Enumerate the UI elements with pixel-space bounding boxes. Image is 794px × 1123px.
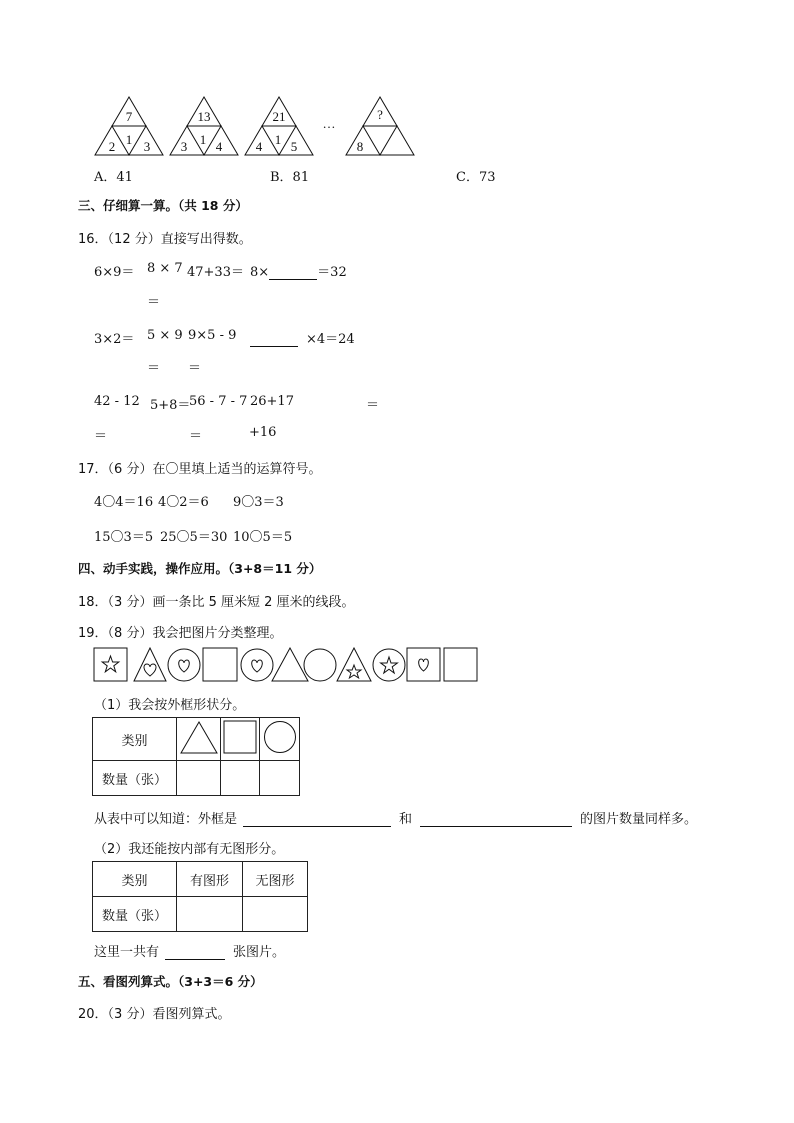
- q16-r1-d-prefix: 8×: [250, 265, 270, 280]
- answer-blank[interactable]: [165, 945, 225, 960]
- section-3-heading: 三、仔细算一算。（共 18 分）: [78, 198, 248, 213]
- triangle-right-number: 4: [215, 139, 223, 154]
- table1-square-count[interactable]: [221, 761, 260, 796]
- conclusion-and: 和: [399, 812, 413, 827]
- q19-total: [94, 941, 285, 960]
- q17-r2-b: 25〇5＝30: [160, 530, 228, 545]
- q16-r2-d-suffix: ×4＝24: [306, 332, 355, 347]
- triangle-icon: [180, 720, 218, 754]
- table1-triangle-count[interactable]: [177, 761, 221, 796]
- circle-with-heart: [168, 649, 200, 681]
- table1-circle-count[interactable]: [260, 761, 300, 796]
- option-c: C．73: [456, 170, 496, 185]
- section-5-heading: 五、看图列算式。（3+3＝6 分）: [78, 974, 263, 989]
- conclusion-prefix: 从表中可以知道：外框是: [94, 812, 238, 827]
- q16-r1b-eq: ＝: [147, 295, 161, 310]
- table1-square-header: [221, 718, 260, 761]
- q19-sub2: （2）我还能按内部有无图形分。: [94, 842, 285, 857]
- triangle-center-number: 1: [199, 132, 207, 147]
- q16-r2-a: 3×2＝: [94, 332, 135, 347]
- conclusion-suffix: 的图片数量同样多。: [580, 812, 698, 827]
- circle-icon: [263, 720, 297, 754]
- triangle-top-number: 13: [197, 109, 211, 124]
- q19-sub1: （1）我会按外框形状分。: [94, 698, 246, 713]
- empty-triangle: [272, 648, 308, 681]
- q16-r3b-tail: +16: [249, 425, 277, 440]
- inner-figure-table: [92, 861, 308, 932]
- empty-square: [444, 648, 477, 681]
- q20-title: 20．（3 分）看图列算式。: [78, 1007, 231, 1022]
- q16-r3-b: 5+8＝: [150, 398, 191, 413]
- option-a: A．41: [94, 170, 133, 185]
- picture-strip: [93, 647, 481, 683]
- table2-category-label: 类别: [93, 862, 177, 897]
- q16-r3-c: 56 - 7 - 7: [189, 394, 248, 409]
- triangle-puzzle: [90, 92, 430, 162]
- q16-r1-d: [250, 261, 347, 280]
- q16-r3b-eq2: ＝: [189, 429, 203, 444]
- q17-r1-a: 4〇4＝16: [94, 495, 154, 510]
- triangle-left-number: 8: [356, 139, 364, 154]
- q16-r2-d: [250, 328, 355, 347]
- q16-r2-b: 5 × 9: [147, 328, 183, 343]
- triangle-top-number: 7: [125, 109, 133, 124]
- number-triangle: [170, 97, 238, 155]
- q16-r1-a: 6×9＝: [94, 265, 135, 280]
- q16-r3-d: 26+17: [250, 394, 294, 409]
- ellipsis: …: [322, 116, 336, 131]
- circle-with-star: [373, 649, 405, 681]
- q17-r1-c: 9〇3＝3: [233, 495, 284, 510]
- number-triangle: [245, 97, 313, 155]
- triangle-left-number: 3: [180, 139, 188, 154]
- total-suffix: 张图片。: [233, 945, 286, 960]
- q18-title: 18．（3 分）画一条比 5 厘米短 2 厘米的线段。: [78, 595, 355, 610]
- empty-circle: [304, 649, 336, 681]
- q16-title: 16．（12 分）直接写出得数。: [78, 232, 252, 247]
- answer-blank[interactable]: [250, 332, 298, 347]
- triangle-center-number: 1: [125, 132, 133, 147]
- triangle-left-number: 2: [108, 139, 116, 154]
- triangle-with-heart: [134, 648, 166, 681]
- number-triangle: [95, 97, 163, 155]
- q17-r2-a: 15〇3＝5: [94, 530, 154, 545]
- triangle-with-star: [337, 648, 371, 681]
- empty-square: [203, 648, 237, 681]
- table1-count-label: 数量（张）: [93, 761, 177, 796]
- number-triangle: [346, 97, 414, 155]
- q16-r1-c: 47+33＝: [187, 265, 244, 280]
- triangle-left-number: 4: [255, 139, 263, 154]
- square-with-star: [94, 648, 127, 681]
- answer-blank[interactable]: [420, 812, 572, 827]
- table2-has-figure-header: 有图形: [177, 862, 243, 897]
- q16-r1-b: 8 × 7: [147, 261, 183, 276]
- total-prefix: 这里一共有: [94, 945, 160, 960]
- circle-with-heart: [241, 649, 273, 681]
- q19-conclusion: [94, 808, 697, 827]
- q16-r2-c: 9×5 - 9: [188, 328, 237, 343]
- table2-no-figure-header: 无图形: [243, 862, 308, 897]
- table2-count-label: 数量（张）: [93, 897, 177, 932]
- section-4-heading: 四、动手实践，操作应用。（3+8＝11 分）: [78, 561, 322, 576]
- answer-blank[interactable]: [269, 265, 317, 280]
- shape-count-table: [92, 717, 300, 796]
- triangle-center-number: 1: [274, 132, 282, 147]
- table1-triangle-header: [177, 718, 221, 761]
- triangle-top-number: 21: [272, 109, 286, 124]
- table1-category-label: 类别: [93, 718, 177, 761]
- q17-r1-b: 4〇2＝6: [158, 495, 209, 510]
- q16-r2b-eq1: ＝: [147, 361, 161, 376]
- table1-circle-header: [260, 718, 300, 761]
- square-with-heart: [407, 648, 440, 681]
- q17-title: 17．（6 分）在〇里填上适当的运算符号。: [78, 462, 322, 477]
- q19-title: 19．（8 分）我会把图片分类整理。: [78, 626, 283, 641]
- q16-r1-d-suffix: ＝32: [317, 265, 347, 280]
- q16-r3b-eq1: ＝: [94, 429, 108, 444]
- triangle-right-number: 5: [290, 139, 298, 154]
- triangle-right-number: 3: [143, 139, 151, 154]
- triangle-top-number: ?: [377, 107, 383, 122]
- q17-r2-c: 10〇5＝5: [233, 530, 293, 545]
- q16-r3-eq: ＝: [366, 398, 380, 413]
- q16-r2b-eq2: ＝: [188, 361, 202, 376]
- option-b: B．81: [270, 170, 310, 185]
- answer-blank[interactable]: [243, 812, 391, 827]
- square-icon: [223, 720, 257, 754]
- q16-r3-a: 42 - 12: [94, 394, 140, 409]
- table2-has-figure-count[interactable]: [177, 897, 243, 932]
- table2-no-figure-count[interactable]: [243, 897, 308, 932]
